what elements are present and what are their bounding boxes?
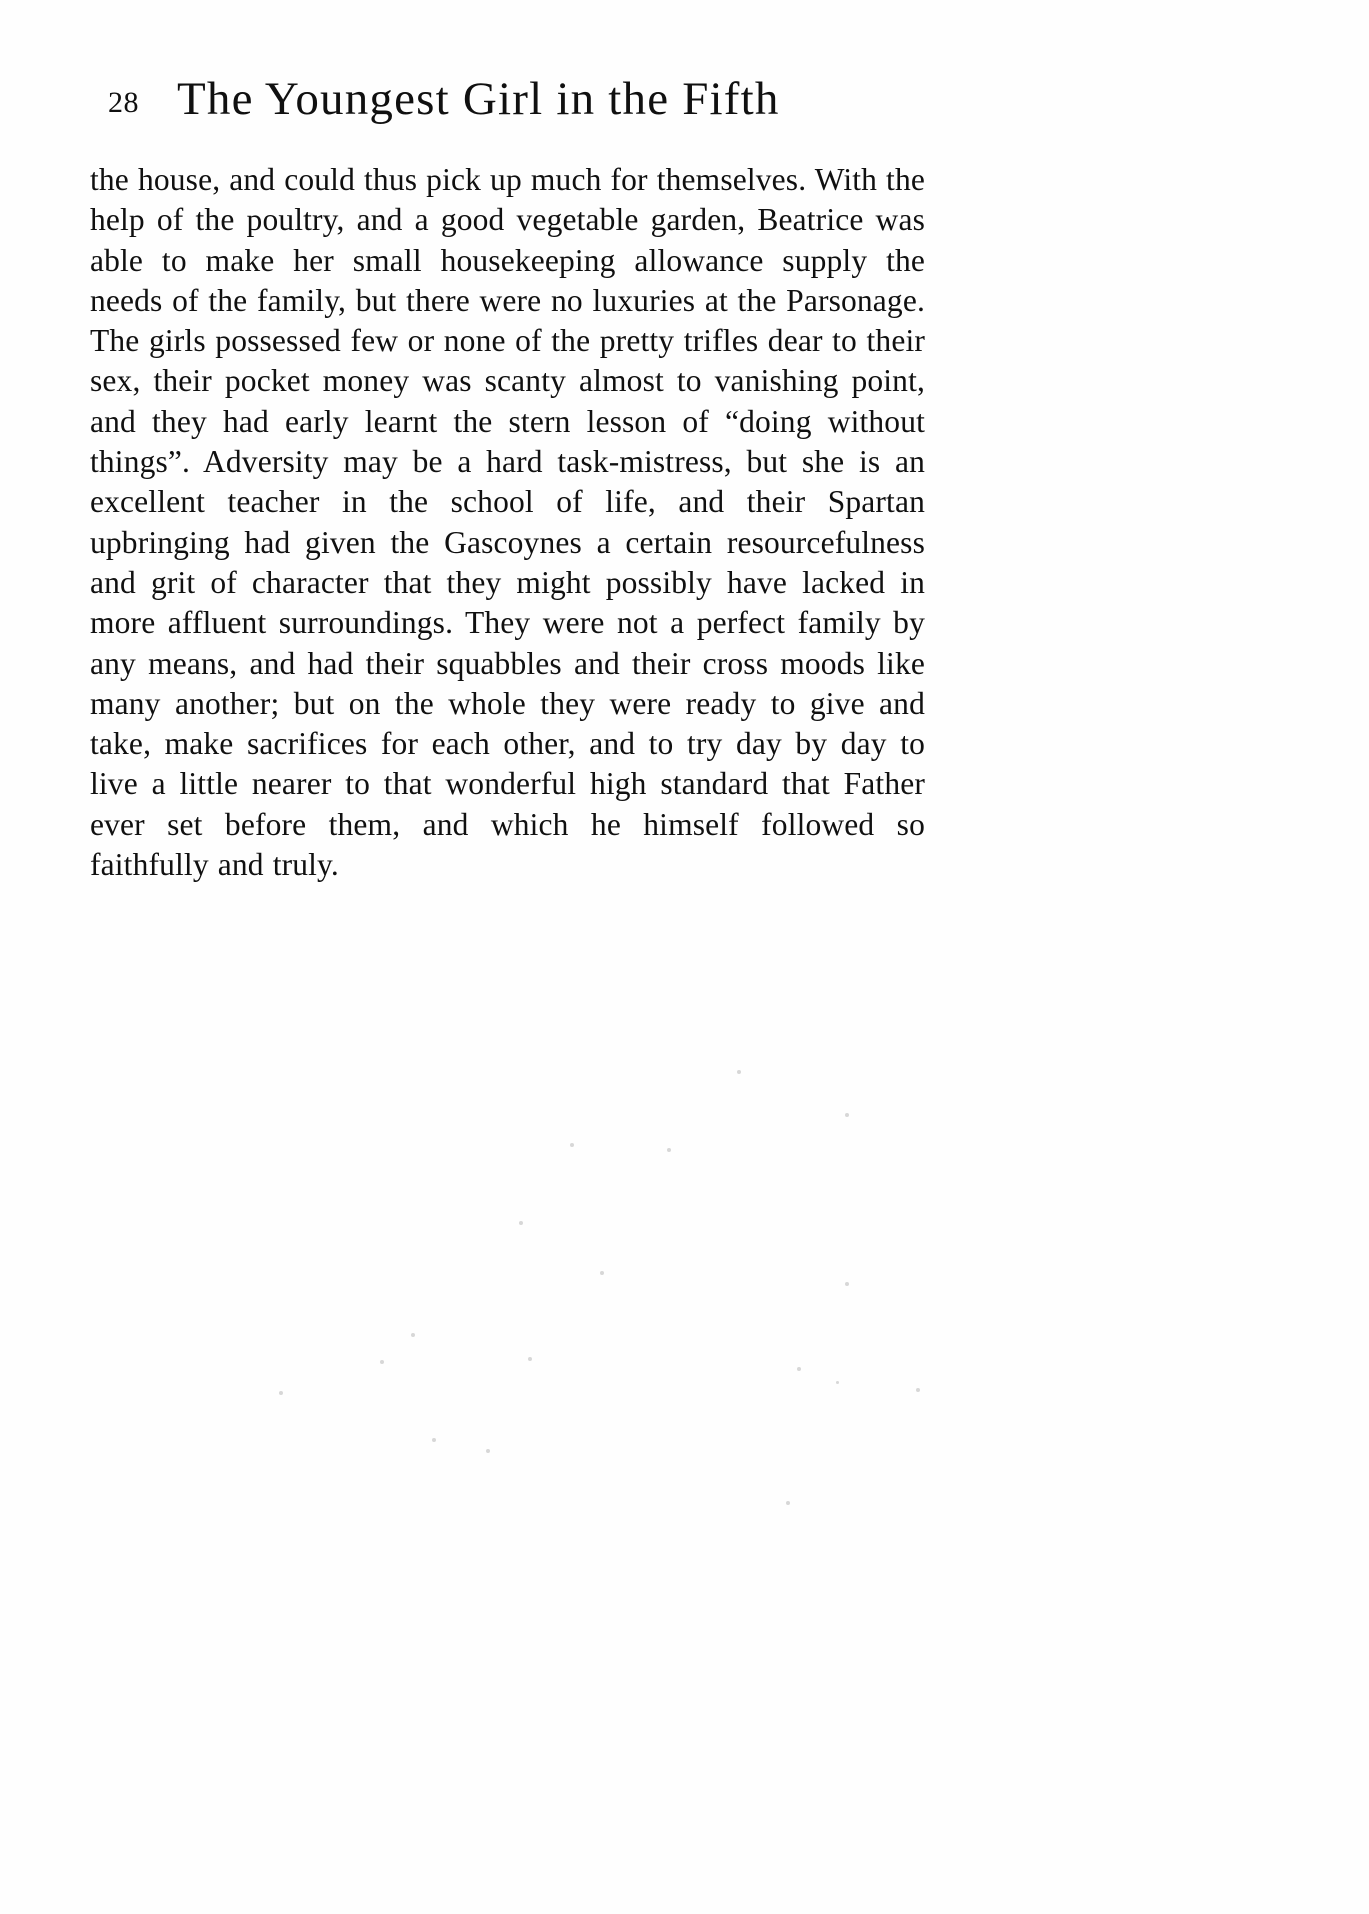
page-header (108, 72, 1118, 126)
scan-speck (411, 1333, 415, 1337)
folio-page-number: 28 (108, 86, 139, 119)
scan-speck (836, 1381, 839, 1384)
running-title: The Youngest Girl in the Fifth (177, 73, 780, 125)
scan-speck (528, 1357, 532, 1361)
scan-speck (279, 1391, 283, 1395)
scan-speck (570, 1143, 574, 1147)
scan-speck (519, 1221, 523, 1225)
scan-speck (845, 1282, 849, 1286)
scan-speck (486, 1449, 490, 1453)
scan-speck (667, 1148, 671, 1152)
scan-speck (432, 1438, 436, 1442)
scan-speck (797, 1367, 801, 1371)
scan-speck (737, 1070, 741, 1074)
scan-speck (845, 1113, 849, 1117)
scan-speck (916, 1388, 920, 1392)
body-paragraph: the house, and could thus pick up much for themselves. With the help of the poultry, and a good vegetable garden, Beatrice was able to make her small housekeeping allowance supply the needs of the family, but there were no luxuries at the Parsonage. The girls possessed few or none of the pretty trifles dear to their sex, their pocket money was scanty almost to vanishing point, and they had early learnt the stern lesson of “doing without things”. Adversity may be a hard task-mistress, but she is an excellent teacher in the school of life, and their Spartan upbringing had given the Gascoynes a certain resourcefulness and grit of character that they might possibly have lacked in more affluent surroundings. They were not a perfect family by any means, and had their squabbles and their cross moods like many another; but on the whole they were ready to give and take, make sacrifices for each other, and to try day by day to live a little nearer to that wonderful high standard that Father ever set before them, and which he himself followed so faithfully and truly. (90, 162, 925, 883)
body-text-block (90, 160, 925, 885)
scan-speck (786, 1501, 790, 1505)
scan-speck (380, 1360, 384, 1364)
scan-speck (600, 1271, 604, 1275)
